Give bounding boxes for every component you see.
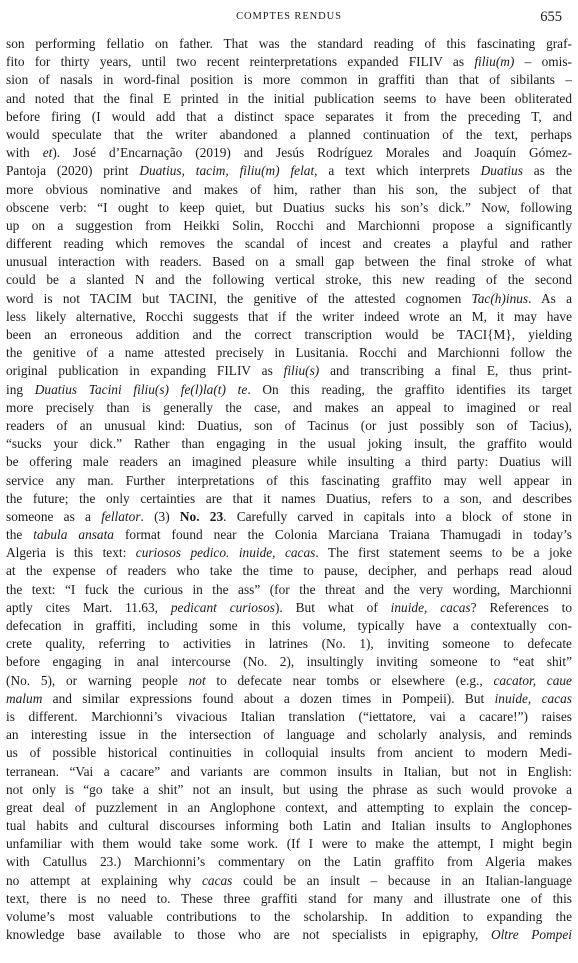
- text-segment: defecation in graffiti, including some in this volume, typically have a contextually con-: [6, 618, 572, 633]
- text-line: [6, 453, 572, 471]
- italic-text: curiosos pedico. inuide, cacas: [135, 545, 316, 561]
- text-line: [6, 235, 572, 253]
- text-segment: unfamiliar with them would take some work. (If I were to make the attempt, I might begin: [6, 836, 572, 852]
- italic-text: filiu(m): [474, 54, 515, 70]
- text-segment: and noted that the final E printed in the initial publication seems to have been obliterated: [6, 90, 572, 106]
- text-line: [6, 381, 572, 399]
- text-segment: text, there is no need to. These three graffiti stand for many and illustrate one of this: [6, 890, 572, 906]
- text-segment: the text: “I fuck the curious in the ass” (for the threat and the very wording, Marchionni: [6, 581, 572, 597]
- text-line: [6, 799, 572, 817]
- text-segment: terranean. “Vai a cacare” and variants are common insults in Italian, but not in English:: [6, 763, 572, 779]
- text-segment: ). But what of: [274, 599, 391, 615]
- text-line: [6, 53, 572, 71]
- text-segment: tual habits and cultural discourses informing both Latin and Italian insults to Anglophones: [6, 818, 572, 834]
- text-segment: Algeria is this text:: [6, 545, 136, 561]
- text-segment: the genitive of a name attested precisely in Lusitania. Rocchi and Marchionni follow the: [6, 345, 572, 361]
- text-line: [6, 635, 572, 653]
- text-segment: great deal of puzzlement in an Anglophone context, and attempting to explain the concep-: [6, 799, 572, 815]
- text-segment: at the expense of readers who take the time to pause, decipher, and perhaps read aloud: [6, 563, 572, 579]
- text-segment: sion of nasals in word-final position is more common in graffiti than that of sibilants –: [6, 72, 572, 88]
- text-segment: ). José d’Encarnação (2019) and Jesús Rodríguez Morales and Joaquín Gómez-: [52, 145, 572, 161]
- italic-text: et: [42, 145, 53, 161]
- text-line: [6, 581, 572, 599]
- text-line: [6, 817, 572, 835]
- italic-text: tabula ansata: [33, 527, 114, 543]
- italic-text: Oltre Pompei: [490, 927, 572, 943]
- text-line: [6, 781, 572, 799]
- text-line: [6, 617, 572, 635]
- text-line: [6, 526, 572, 544]
- text-line: [6, 672, 572, 690]
- text-line: [6, 472, 572, 490]
- text-segment: crete quality, referring to activities in latrines (No. 1), inviting someone to defecate: [6, 636, 572, 652]
- text-segment: to defecate near tombs or elsewhere (e.g.,: [205, 672, 494, 688]
- text-segment: before firing (I would add that a distinct space separates it from the preceding T, and: [6, 108, 572, 124]
- text-line: [6, 71, 572, 89]
- body-text: [6, 35, 572, 944]
- text-segment: and transcribing a final E, thus print-: [319, 363, 572, 379]
- text-line: [6, 162, 572, 180]
- text-segment: . (3): [140, 508, 180, 524]
- text-segment: Pantoja (2020) print: [6, 163, 140, 179]
- italic-text: cacator, caue: [493, 672, 572, 688]
- text-segment: – omis-: [514, 54, 572, 70]
- text-line: [6, 653, 572, 671]
- text-segment: ing: [6, 381, 35, 397]
- text-line: [6, 126, 572, 144]
- text-line: [6, 926, 572, 944]
- text-segment: could be an insult – because in an Italian-language: [232, 872, 572, 888]
- text-segment: . The first statement seems to be a joke: [315, 545, 572, 561]
- running-head: [0, 10, 578, 30]
- text-line: [6, 144, 572, 162]
- text-segment: as the: [522, 163, 572, 179]
- text-line: [6, 417, 572, 435]
- text-line: [6, 835, 572, 853]
- text-segment: be offering male readers an imagined pleasure while insulting a third party: Duatius will: [6, 454, 572, 470]
- text-segment: readers of an unusual kind: Duatius, son of Tacinus (or just possibly son of Tacius),: [6, 417, 572, 433]
- text-line: [6, 872, 572, 890]
- text-line: [6, 490, 572, 508]
- italic-text: Duatius: [480, 163, 523, 179]
- text-segment: up on a suggestion from Heikki Solin, Rocchi and Marchionni propose a significantly: [6, 217, 572, 233]
- text-line: [6, 344, 572, 362]
- text-segment: us of possible historical continuities in colloquial insults from ancient to modern Medi-: [6, 745, 572, 761]
- text-line: [6, 199, 572, 217]
- text-segment: original publication in expanding FILIV as: [6, 363, 284, 379]
- page-number: 655: [540, 9, 562, 25]
- text-line: [6, 308, 572, 326]
- text-segment: been an erroneous addition and the correct transcription would be TACI{M}, yielding: [6, 327, 572, 342]
- text-segment: before engaging in anal intercourse (No. 2), insultingly inviting someone to “eat shit”: [6, 654, 572, 670]
- text-segment: (No. 5), or warning people: [6, 672, 189, 688]
- text-line: [6, 399, 572, 417]
- text-segment: format found near the Colonia Marciana Traiana Thamugadi in today’s: [113, 527, 572, 543]
- text-line: [6, 181, 572, 199]
- italic-text: cacas: [201, 872, 233, 888]
- text-line: [6, 853, 572, 871]
- text-segment: and similar expressions found about a dozen times in Pompeii). But: [42, 690, 495, 706]
- text-segment: would speculate that the writer abandoned a planned continuation of the text, perhaps: [6, 126, 572, 142]
- italic-text: not: [188, 672, 206, 688]
- text-line: [6, 562, 572, 580]
- italic-text: inuide, cacas: [494, 690, 572, 706]
- text-segment: obscene verb: “I ought to keep quiet, but Duatius sucks his son’s dick.” Now, following: [6, 199, 572, 215]
- text-segment: fito for thirty years, until two recent reinterpretations expanded FILIV as: [6, 54, 475, 70]
- text-line: [6, 362, 572, 380]
- text-segment: the: [6, 527, 34, 543]
- text-segment: different reading which removes the scandal of incest and creates a playful and rather: [6, 236, 572, 252]
- text-segment: unusual interaction with readers. Based on a small gap between the final stroke of what: [6, 254, 572, 270]
- text-line: [6, 326, 572, 344]
- bold-text: No. 23: [179, 508, 224, 524]
- text-segment: “sucks your dick.” Rather than engaging in the usual joking insult, the graffito would: [6, 436, 572, 452]
- text-segment: with Catullus 23.) Marchionni’s commentary on the Latin graffito from Algeria makes: [6, 854, 572, 870]
- text-segment: someone as a: [6, 508, 102, 524]
- running-title: COMPTES RENDUS: [236, 11, 342, 22]
- text-segment: . As a: [528, 290, 572, 306]
- text-line: [6, 708, 572, 726]
- text-segment: not only is “go take a shit” not an insult, but using the phrase as such would provoke a: [6, 781, 572, 797]
- text-segment: service any man. Further interpretations of this fascinating graffito may well appear in: [6, 472, 572, 488]
- italic-text: pedicant curiosos: [170, 599, 275, 615]
- text-line: [6, 253, 572, 271]
- text-segment: no attempt at explaining why: [6, 872, 202, 888]
- text-segment: an interesting issue in the intersection of language and scholarly analysis, and reminds: [6, 727, 572, 743]
- text-line: [6, 599, 572, 617]
- text-line: [6, 690, 572, 708]
- text-line: [6, 290, 572, 308]
- text-segment: could be a slanted N and the following vertical stroke, this new reading of the second: [6, 272, 572, 288]
- text-segment: more obvious nominative and makes of him, rather than his son, the subject of that: [6, 181, 572, 197]
- text-line: [6, 108, 572, 126]
- text-segment: is different. Marchionni’s vivacious Italian translation (“iettatore, vai a cacare!”) raises: [6, 708, 572, 724]
- text-line: [6, 726, 572, 744]
- text-segment: knowledge base available to those who are not specialists in epigraphy,: [6, 927, 491, 943]
- text-segment: aptly cites Mart. 11.63,: [6, 599, 171, 615]
- text-segment: word is not TACIM but TACINI, the genitive of the attested cognomen: [6, 290, 472, 306]
- text-segment: more precisely than is generally the case, and makes an appeal to imagined or real: [6, 399, 572, 415]
- text-line: [6, 763, 572, 781]
- text-segment: volume’s most valuable contributions to the scholarship. In addition to expanding the: [6, 909, 572, 924]
- text-segment: . Carefully carved in capitals into a block of stone in: [223, 508, 572, 524]
- text-segment: less likely alternative, Rocchi suggests that if the writer indeed wrote an M, it may have: [6, 308, 572, 324]
- text-line: [6, 544, 572, 562]
- text-line: [6, 217, 572, 235]
- text-segment: , a text which interprets: [314, 163, 481, 179]
- text-segment: . On this reading, the graffito identifies its target: [247, 381, 572, 397]
- text-segment: the future; the only certainties are that it names Duatius, refers to a son, and describes: [6, 490, 572, 506]
- text-line: [6, 35, 572, 53]
- italic-text: Duatius Tacini filiu(s) fe(l)la(t) te: [34, 381, 248, 397]
- italic-text: Duatius, tacim, filiu(m) felat: [139, 163, 315, 179]
- italic-text: Tac(h)inus: [471, 290, 529, 306]
- text-line: [6, 908, 572, 926]
- italic-text: fellator: [101, 508, 141, 524]
- text-segment: son performing fellatio on father. That was the standard reading of this fascinating graf-: [6, 36, 572, 51]
- text-line: [6, 435, 572, 453]
- text-line: [6, 890, 572, 908]
- text-segment: with: [6, 145, 43, 161]
- text-line: [6, 744, 572, 762]
- text-line: [6, 271, 572, 289]
- text-line: [6, 90, 572, 108]
- text-segment: ? References to: [470, 599, 572, 615]
- text-line: [6, 508, 572, 526]
- italic-text: inuide, cacas: [390, 599, 471, 615]
- italic-text: malum: [6, 690, 43, 706]
- italic-text: filiu(s): [283, 363, 320, 379]
